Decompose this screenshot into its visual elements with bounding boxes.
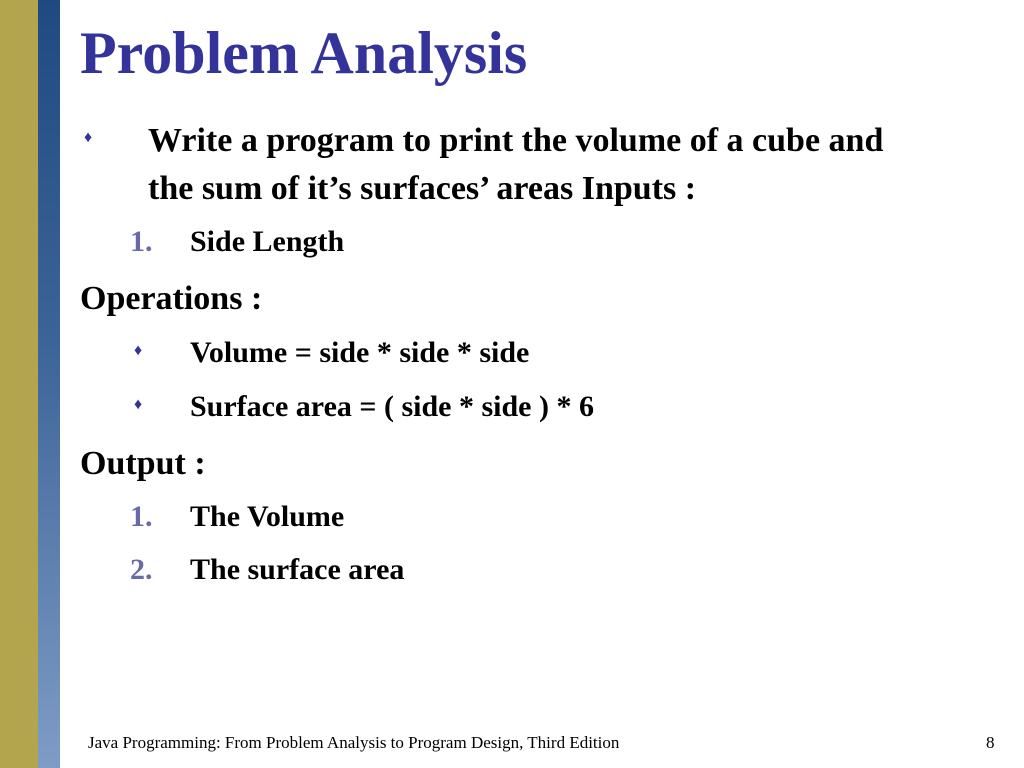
- output-item-surface-area: The surface area: [190, 553, 405, 586]
- output-number-2: 2.: [130, 553, 153, 586]
- diamond-bullet-icon: ♦: [84, 129, 93, 146]
- input-number-1: 1.: [130, 225, 153, 258]
- diamond-bullet-icon: ♦: [134, 342, 143, 359]
- intro-line-2: the sum of it’s surfaces’ areas Inputs :: [148, 170, 697, 207]
- output-item-volume: The Volume: [190, 500, 345, 533]
- output-heading: Output :: [80, 445, 206, 482]
- intro-line-1: Write a program to print the volume of a cube and: [148, 122, 884, 159]
- slide-title: Problem Analysis: [80, 20, 528, 86]
- input-item-side-length: Side Length: [190, 225, 345, 258]
- left-blue-stripe: [38, 0, 60, 768]
- footer-page-number: 8: [986, 733, 995, 752]
- output-number-1: 1.: [130, 500, 153, 533]
- footer-book-title: Java Programming: From Problem Analysis to Program Design, Third Edition: [88, 733, 620, 752]
- diamond-bullet-icon: ♦: [134, 396, 143, 413]
- left-gold-stripe: [0, 0, 38, 768]
- operation-volume: Volume = side * side * side: [190, 336, 530, 369]
- operation-surface-area: Surface area = ( side * side ) * 6: [190, 390, 594, 423]
- operations-heading: Operations :: [80, 280, 263, 317]
